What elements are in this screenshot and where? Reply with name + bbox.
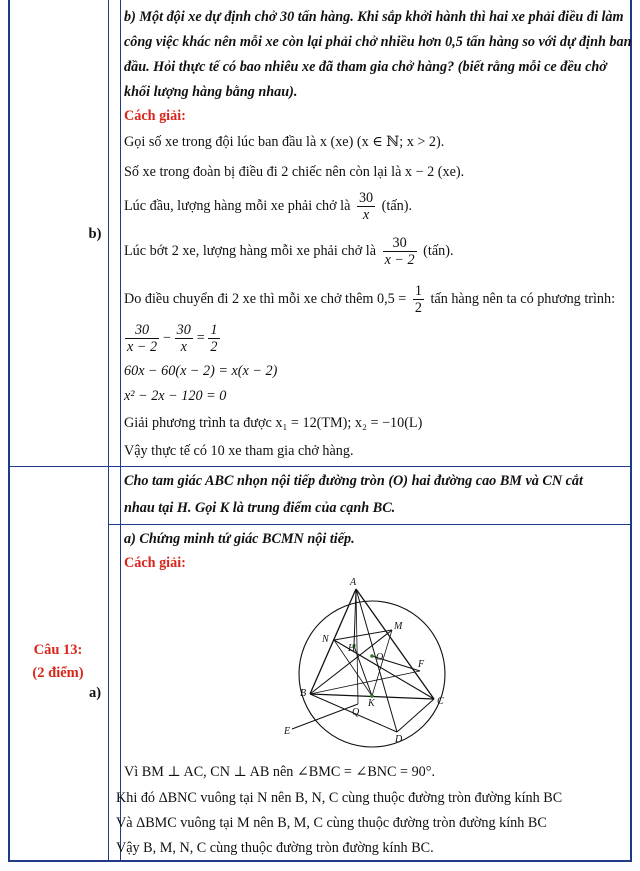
partb-step-2: Số xe trong đoàn bị điều đi 2 chiếc nên còn lại là x − 2 (xe). (124, 164, 465, 180)
partb-equation-2: 60x − 60(x − 2) = x(x − 2) (124, 363, 278, 379)
label-a: A (350, 577, 357, 588)
row-divider-parta (108, 524, 632, 525)
label-f: F (418, 659, 425, 670)
label-d: D (395, 734, 403, 745)
s3-text: Lúc đầu, lượng hàng mỗi xe phải chở là (124, 197, 351, 214)
label-m: M (394, 621, 403, 632)
col-divider-1 (108, 0, 109, 860)
partb-method-heading: Cách giải: (124, 108, 186, 124)
partb-problem-line-3: đầu. Hỏi thực tế có bao nhiêu xe đã tham gia chở hàng? (biết rằng mỗi ce đều chở (124, 59, 607, 75)
side-ac (356, 589, 434, 699)
partb-step-4 (124, 235, 454, 268)
side-ab (310, 589, 356, 694)
line-qa (356, 589, 358, 704)
parta-line-1: Vì BM ⊥ AC, CN ⊥ AB nên ∠BMC = ∠BNC = 90°. (124, 764, 436, 780)
q13-problem-line-2: nhau tại H. Gọi K là trung điểm của cạnh BC. (124, 500, 396, 516)
label-k: K (368, 698, 375, 709)
line-eq (292, 704, 358, 729)
q13-label-title: Câu 13: (33, 642, 83, 658)
geometry-figure (282, 574, 472, 749)
label-q: Q (352, 707, 360, 718)
s4-fraction: $\frac{30}{x - 2}$ (384, 235, 415, 268)
line-mk (372, 630, 392, 696)
label-o: O (376, 652, 384, 663)
s3-unit: (tấn). (381, 197, 413, 214)
partb-solution: Giải phương trình ta được x₁ = 12(TM); x₂ = −10(L) (124, 415, 423, 431)
line-cd (397, 699, 434, 732)
partb-problem-line-2: công việc khác nên mỗi xe còn lại phải chở nhiều hơn 0,5 tấn hàng so với dự định ban (124, 34, 632, 50)
point-o (370, 654, 374, 658)
label-c: C (437, 696, 444, 707)
part-a-label: a) (88, 685, 102, 701)
parta-line-4: Vậy B, M, N, C cùng thuộc đường tròn đường kính BC. (116, 840, 434, 856)
parta-title: a) Chứng minh tứ giác BCMN nội tiếp. (124, 531, 355, 547)
partb-equation-1: $\frac{30}{x - 2}$ − $\frac{30}{x}$ = $\frac{1}{2}$ (127, 322, 218, 355)
line-ah (354, 589, 356, 646)
col-divider-2 (120, 0, 121, 860)
row-divider-q13 (8, 466, 632, 467)
label-e: E (284, 726, 291, 737)
q13-problem-line-1: Cho tam giác ABC nhọn nội tiếp đường tròn (O) hai đường cao BM và CN cắt (124, 473, 583, 489)
line-bf (310, 671, 420, 694)
partb-problem-line-4: khối lượng hàng bằng nhau). (124, 84, 298, 100)
s4-unit: (tấn). (423, 242, 454, 259)
part-b-label: b) (88, 226, 102, 242)
partb-step-5 (124, 283, 615, 316)
circumcircle (299, 601, 445, 747)
s5-tail: tấn hàng nên ta có phương trình: (430, 290, 616, 307)
partb-equation-3: x² − 2x − 120 = 0 (124, 388, 227, 404)
partb-step-3 (124, 190, 412, 223)
label-n: N (322, 634, 329, 645)
parta-line-3: Và ΔBMC vuông tại M nên B, M, C cùng thuộc đường tròn đường kính BC (116, 815, 547, 831)
segment-nm (334, 630, 392, 640)
q13-label-points: (2 điểm) (32, 665, 84, 681)
parta-method-heading: Cách giải: (124, 555, 186, 571)
s5-text: Do điều chuyển đi 2 xe thì mỗi xe chở thêm 0,5 = (124, 290, 407, 307)
partb-answer: Vậy thực tế có 10 xe tham gia chở hàng. (124, 443, 354, 459)
s4-text: Lúc bớt 2 xe, lượng hàng mỗi xe phải chở là (124, 242, 377, 259)
label-h: H (348, 643, 356, 654)
line-hk (354, 646, 372, 696)
parta-line-2: Khi đó ΔBNC vuông tại N nên B, N, C cùng thuộc đường tròn đường kính BC (116, 790, 563, 806)
partb-step-1: Gọi số xe trong đội lúc ban đầu là x (xe) (x ∈ ℕ; x > 2). (124, 134, 445, 150)
partb-problem-line-1: b) Một đội xe dự định chở 30 tấn hàng. Khi sắp khởi hành thì hai xe phải điều đi làm (124, 9, 624, 25)
s5-fraction: $\frac{1}{2}$ (414, 283, 422, 316)
s3-fraction: $\frac{30}{x}$ (358, 190, 374, 223)
label-b: B (300, 688, 307, 699)
